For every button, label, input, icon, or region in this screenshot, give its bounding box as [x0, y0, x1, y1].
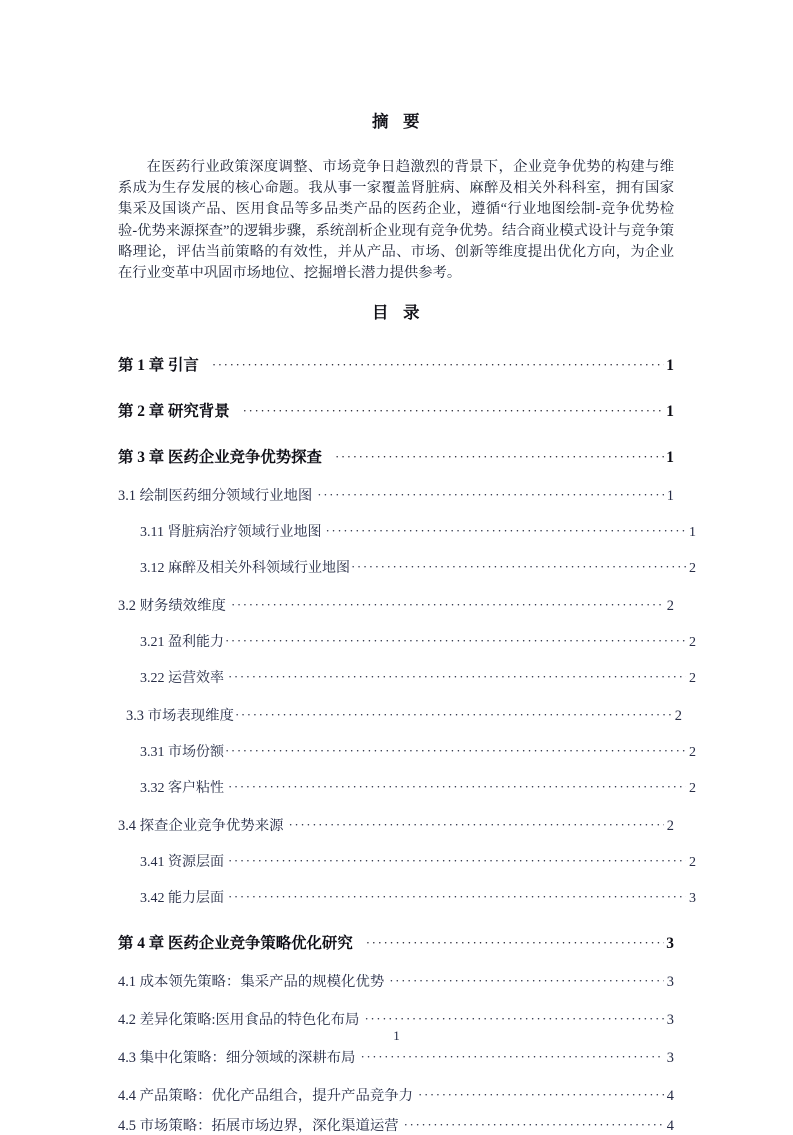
toc-entry-title: 3.42 能力层面: [140, 890, 224, 906]
toc-entry-page-number: 1: [666, 356, 674, 374]
toc-entry-title: 3.41 资源层面: [140, 854, 224, 870]
toc-dot-leader: [228, 669, 686, 685]
toc-entry-title: 3.1 绘制医药细分领域行业地图: [118, 487, 313, 504]
toc-entry-page-number: 1: [666, 487, 674, 504]
toc-entry[interactable]: [118, 484, 674, 505]
toc-entry-page-number: 2: [674, 707, 682, 724]
toc-entry-title: 3.21 盈利能力: [140, 634, 224, 650]
toc-entry-title: 第 1 章 引言: [118, 356, 199, 374]
toc-entry[interactable]: [118, 1046, 674, 1067]
toc-entry-page-number: 2: [689, 744, 696, 760]
toc-dot-leader: [351, 559, 686, 575]
toc-dot-leader: [366, 935, 664, 951]
toc-entry-title: 4.2 差异化策略:医用食品的特色化布局: [118, 1011, 360, 1028]
toc-dot-leader: [364, 1011, 664, 1027]
toc-entry[interactable]: [118, 445, 674, 467]
toc-dot-leader: [325, 523, 686, 539]
toc-dot-leader: [360, 1049, 664, 1065]
page-content-column: [118, 0, 696, 1135]
abstract-heading-left: 摘: [372, 112, 389, 131]
toc-entry-page-number: 3: [666, 1049, 674, 1066]
toc-entry[interactable]: [118, 741, 696, 761]
toc-entry[interactable]: [118, 704, 682, 725]
toc-entry-title: 第 4 章 医药企业竞争策略优化研究: [118, 934, 353, 952]
toc-dot-leader: [389, 973, 664, 989]
table-of-contents: [118, 353, 696, 1135]
toc-dot-leader: [225, 633, 686, 649]
toc-entry-page-number: 2: [666, 597, 674, 614]
toc-heading-left: 目: [372, 302, 389, 322]
toc-entry-title: 4.4 产品策略：优化产品组合，提升产品竞争力: [118, 1087, 414, 1104]
toc-entry[interactable]: [118, 887, 696, 907]
toc-dot-leader: [418, 1087, 664, 1103]
toc-entry-page-number: 4: [666, 1117, 674, 1134]
abstract-paragraph: 在医药行业政策深度调整、市场竞争日趋激烈的背景下，企业竞争优势的构建与维系成为生存发展的核心命题。我从事一家覆盖肾脏病、麻醉及相关外科科室，拥有国家集采及国谈产品、医用食品等多品类产品的医药企业，遵循“行业地图绘制-竞争优势检验-优势来源探查”的逻辑步骤，系统剖析企业现有竞争优势。结合商业模式设计与竞争策略理论，评估当前策略的有效性，并从产品、市场、创新等维度提出优化方向，为企业在行业变革中巩固市场地位、挖掘增长潜力提供参考。: [118, 159, 674, 282]
toc-entry-page-number: 1: [689, 524, 696, 540]
toc-entry[interactable]: [118, 851, 696, 871]
toc-entry-page-number: 2: [689, 634, 696, 650]
toc-dot-leader: [231, 597, 664, 613]
toc-dot-leader: [317, 487, 664, 503]
toc-dot-leader: [404, 1117, 664, 1133]
toc-entry[interactable]: [118, 814, 674, 835]
toc-entry-page-number: 3: [666, 1011, 674, 1028]
toc-entry[interactable]: [118, 557, 696, 577]
toc-entry-page-number: 2: [689, 780, 696, 796]
toc-entry-page-number: 2: [666, 817, 674, 834]
abstract-heading-right: 要: [403, 112, 420, 131]
toc-entry-page-number: 3: [689, 890, 696, 906]
toc-entry-title: 3.11 肾脏病治疗领域行业地图: [140, 524, 322, 540]
toc-entry-title: 3.22 运营效率: [140, 670, 224, 686]
toc-entry[interactable]: [118, 1114, 674, 1135]
toc-dot-leader: [228, 779, 686, 795]
toc-dot-leader: [243, 403, 664, 419]
toc-entry-title: 3.12 麻醉及相关外科领域行业地图: [140, 560, 350, 576]
toc-dot-leader: [235, 707, 672, 723]
toc-entry[interactable]: [118, 1084, 674, 1105]
toc-entry-title: 3.3 市场表现维度: [126, 707, 234, 724]
abstract-heading: [118, 108, 674, 132]
toc-entry-page-number: 1: [666, 402, 674, 420]
toc-dot-leader: [212, 357, 664, 373]
toc-entry-title: 第 2 章 研究背景: [118, 402, 230, 420]
toc-entry-title: 3.2 财务绩效维度: [118, 597, 226, 614]
toc-entry[interactable]: [118, 931, 674, 953]
toc-entry-page-number: 3: [666, 934, 674, 952]
toc-entry-title: 3.32 客户粘性: [140, 780, 224, 796]
toc-entry-page-number: 3: [666, 973, 674, 990]
toc-entry-title: 3.31 市场份额: [140, 744, 224, 760]
toc-entry[interactable]: [118, 1008, 674, 1029]
footer-page-number: 1: [393, 1028, 400, 1043]
toc-dot-leader: [225, 743, 686, 759]
toc-dot-leader: [228, 889, 686, 905]
toc-entry-page-number: 4: [666, 1087, 674, 1104]
toc-entry[interactable]: [118, 399, 674, 421]
toc-entry[interactable]: [118, 353, 674, 375]
toc-entry-title: 4.1 成本领先策略：集采产品的规模化优势: [118, 973, 385, 990]
toc-dot-leader: [335, 449, 664, 465]
toc-entry[interactable]: [118, 970, 674, 991]
toc-entry[interactable]: [118, 521, 696, 541]
toc-entry-title: 4.5 市场策略：拓展市场边界，深化渠道运营: [118, 1117, 399, 1134]
toc-entry[interactable]: [118, 667, 696, 687]
toc-entry-title: 3.4 探查企业竞争优势来源: [118, 817, 284, 834]
toc-heading-right: 录: [403, 302, 420, 322]
toc-entry-page-number: 1: [666, 448, 674, 466]
toc-entry[interactable]: [118, 594, 674, 615]
toc-entry-page-number: 2: [689, 670, 696, 686]
toc-heading: [118, 299, 674, 323]
toc-entry[interactable]: [118, 777, 696, 797]
toc-dot-leader: [289, 817, 665, 833]
toc-entry-page-number: 2: [689, 854, 696, 870]
toc-entry-page-number: 2: [689, 560, 696, 576]
toc-dot-leader: [228, 853, 686, 869]
toc-entry-title: 4.3 集中化策略：细分领域的深耕布局: [118, 1049, 356, 1066]
toc-entry-title: 第 3 章 医药企业竞争优势探查: [118, 448, 322, 466]
toc-entry[interactable]: [118, 631, 696, 651]
